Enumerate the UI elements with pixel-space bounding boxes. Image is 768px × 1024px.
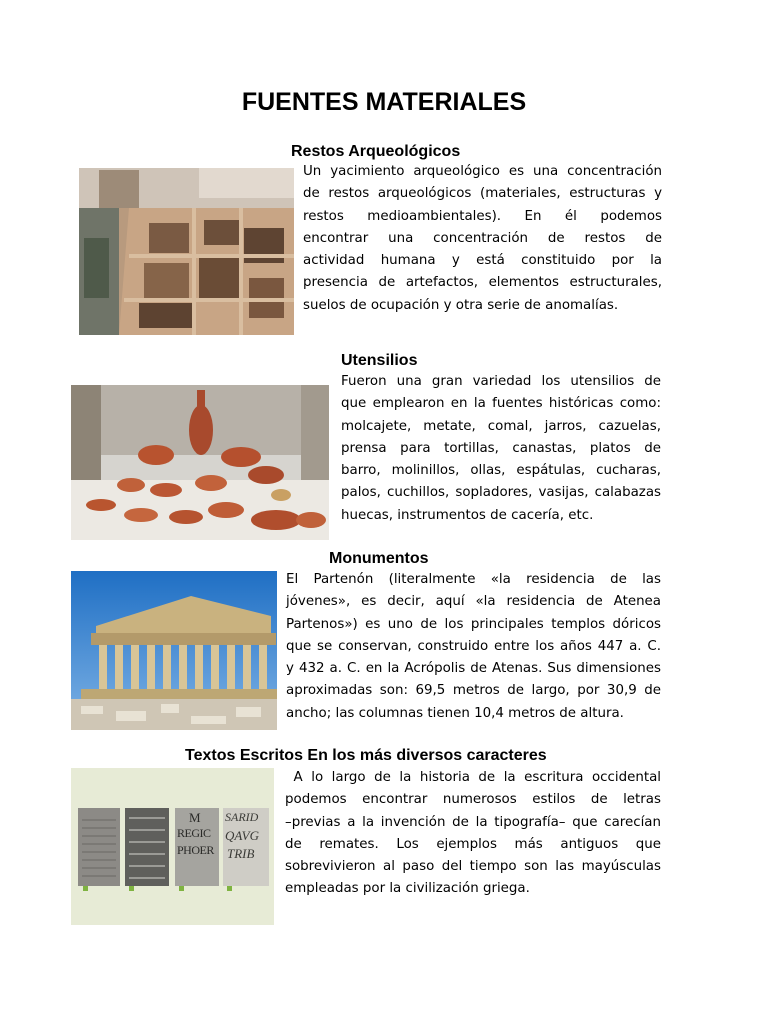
page-title: FUENTES MATERIALES: [241, 88, 527, 116]
text-line: ancho; las columnas tienen 10,4 metros de altura.: [286, 705, 624, 721]
parthenon-image: [71, 571, 277, 730]
section-text-textos: [285, 767, 661, 901]
text-line: encontrar una concentración de restos de: [303, 230, 662, 246]
text-line: palos, cuchillos, sopladores, vasijas, calabazas: [341, 485, 661, 501]
text-line: empleadas por la civilización griega.: [285, 881, 530, 897]
section-text-restos: [303, 161, 662, 317]
text-line: barro, molinillos, ollas, espátulas, cucharas,: [341, 463, 661, 479]
inscription-sample-regic: REGIC: [177, 826, 211, 840]
inscription-sample-trib: TRIB: [227, 846, 255, 861]
text-line: prensa para tortillas, canastas, platos de: [341, 440, 661, 456]
text-line: de remates. Los ejemplos más antiguos que: [285, 836, 661, 852]
text-line: suelos de ocupación y otra serie de anomalías.: [303, 297, 619, 313]
pottery-utensils-image: [71, 385, 329, 540]
text-line: presencia de artefactos, elementos estructurales,: [303, 275, 662, 291]
text-line: Partenos») es uno de los principales templos dóricos: [286, 616, 661, 632]
text-line: El Partenón (literalmente «la residencia de las: [286, 572, 661, 587]
text-line: de restos arqueológicos (materiales, estructuras y: [303, 186, 662, 202]
section-heading-utensilios: Utensilios: [341, 352, 418, 369]
inscription-sample-m: M: [189, 810, 201, 825]
inscription-sample-qavg: QAVG: [225, 828, 260, 843]
text-line: jóvenes», es decir, aquí «la residencia de Atenea: [286, 594, 661, 610]
text-line: Un yacimiento arqueológico es una concentración: [303, 164, 662, 179]
text-line: Fueron una gran variedad los utensilios de: [341, 374, 661, 389]
inscription-sample-sarid: SARID: [225, 810, 259, 824]
text-line: huecas, instrumentos de cacería, etc.: [341, 507, 594, 523]
text-line: que se conservan, construido entre los años 447 a. C.: [286, 638, 661, 654]
inscriptions-image: [71, 768, 274, 925]
text-line: que emplearon en la fuentes históricas como:: [341, 396, 661, 412]
inscription-sample-phoer: PHOER: [177, 843, 214, 857]
text-line: sobrevivieron al paso del tiempo son las mayúsculas: [285, 859, 661, 875]
archaeological-site-image: [79, 168, 294, 335]
section-text-utensilios: [341, 371, 661, 527]
text-line: actividad humana y está constituido por la: [303, 253, 662, 269]
text-line: aproximadas son: 69,5 metros de largo, por 30,9 de: [286, 683, 661, 699]
text-line: y 432 a. C. en la Acrópolis de Atenas. Sus dimensiones: [286, 661, 661, 677]
text-line: –previas a la invención de la tipografía– que carecían: [285, 814, 661, 830]
section-heading-monumentos: Monumentos: [329, 550, 429, 567]
section-heading-restos: Restos Arqueológicos: [291, 143, 461, 160]
section-text-monumentos: [286, 569, 661, 725]
text-line: podemos encontrar numerosos estilos de letras: [285, 792, 661, 808]
text-line: molcajete, metate, comal, jarros, cazuelas,: [341, 418, 661, 434]
section-heading-textos: Textos Escritos En los más diversos caracteres: [185, 747, 547, 764]
text-line: restos medioambientales). En él podemos: [303, 208, 662, 224]
text-line: A lo largo de la historia de la escritura occidental: [285, 770, 661, 785]
